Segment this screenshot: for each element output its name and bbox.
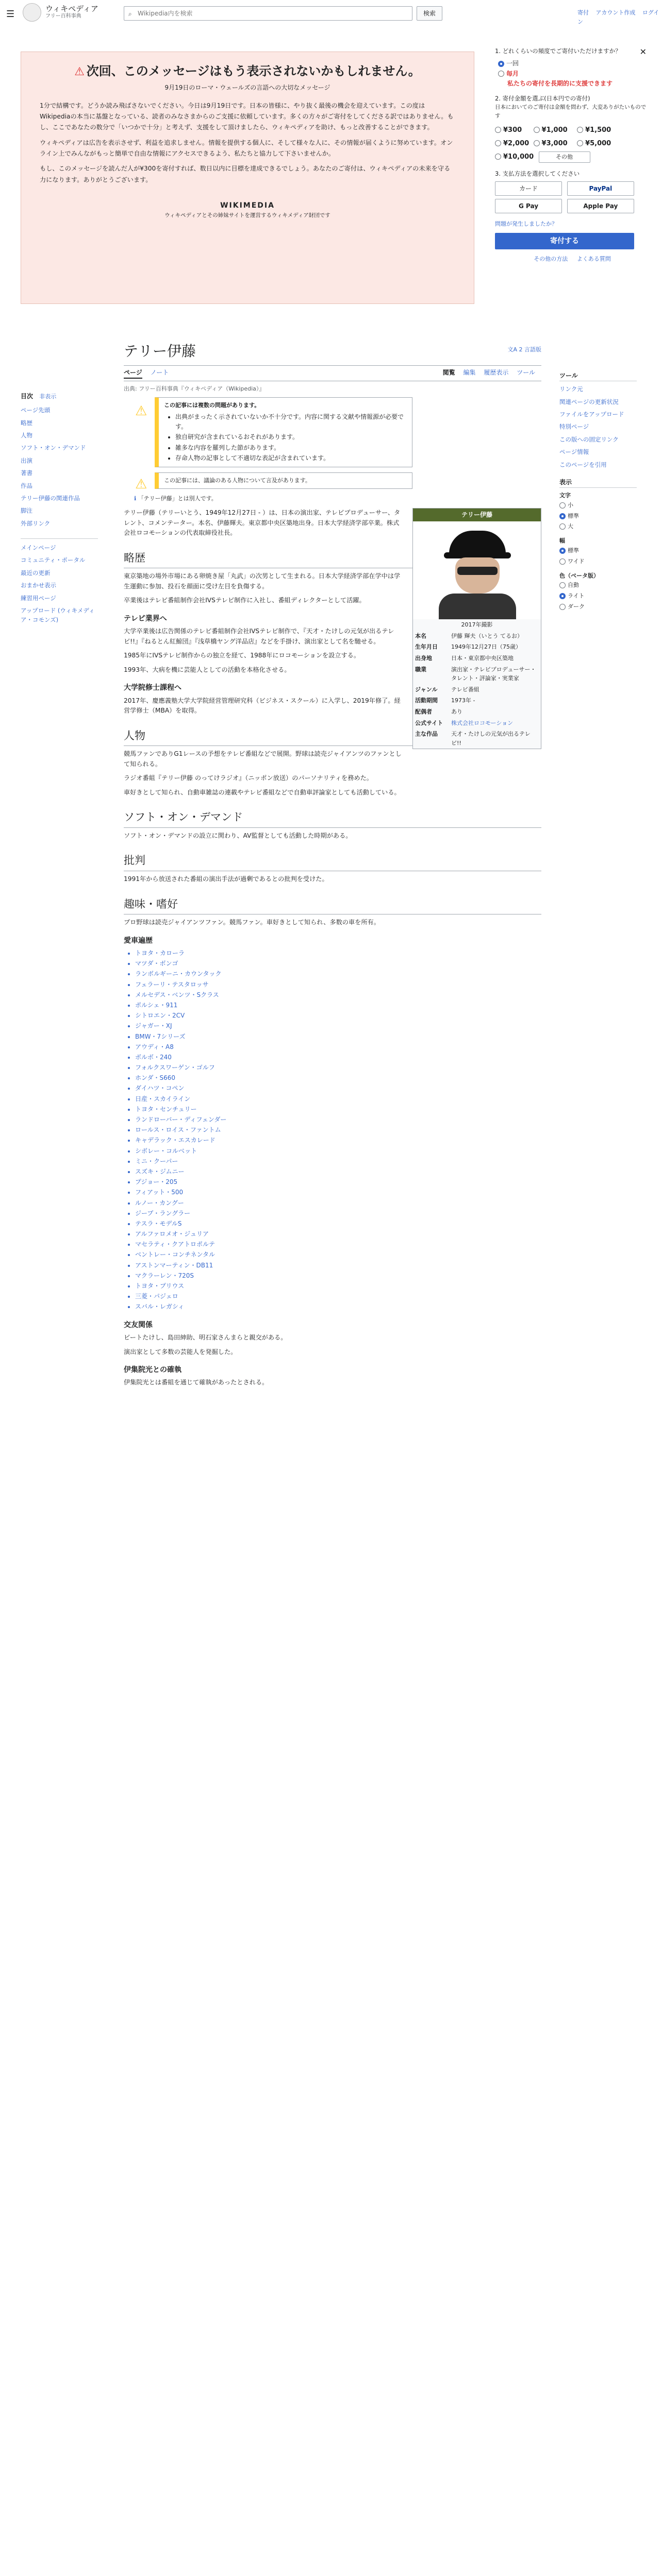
table-of-contents bbox=[21, 392, 98, 628]
menu-icon[interactable]: ☰ bbox=[6, 9, 15, 20]
toc-hide[interactable]: 非表示 bbox=[39, 393, 57, 400]
section-paragraph: 卒業後はテレビ番組制作会社IVSテレビ制作に入社し、番組ディレクターとして活躍。 bbox=[124, 597, 366, 604]
list-item[interactable]: • キャデラック・エスカレード bbox=[135, 1136, 541, 1145]
section-paragraph: 演出家として多数の芸能人を発掘した。 bbox=[124, 1348, 237, 1355]
banner-headline: 次回、このメッセージはもう表示されないかもしれません。 bbox=[86, 64, 421, 78]
list-item[interactable]: • ジャガー・XJ bbox=[135, 1021, 541, 1031]
hatnote-text: 「テリー伊藤」とは別人です。 bbox=[138, 495, 217, 502]
radio-icon bbox=[559, 604, 566, 610]
hatnote bbox=[134, 494, 541, 503]
section-paragraph: 大学卒業後は広告関係のテレビ番組制作会社IVSテレビ制作で、『天才・たけしの元気が出るテレビ!!』『ねるとん紅鯨団』『浅草橋ヤング洋品店』などを手掛け、演出家として名を馳せる。 bbox=[124, 628, 394, 645]
section-paragraph: ソフト・オン・デマンドの設立に関わり、AV監督としても活動した時期がある。 bbox=[124, 832, 352, 839]
banner-body-3: もし、このメッセージを読んだ人が¥300を寄付すれば、数日以内に目標を達成できるでしょう。あなたのご寄付は、ウィキペディアの未来を守る力になります。ありがとうございます。 bbox=[40, 165, 451, 183]
infobox-row: 配偶者 あり bbox=[415, 708, 462, 716]
subsection-heading: 愛車遍歴 bbox=[124, 936, 153, 945]
list-item[interactable]: • ジープ・ラングラー bbox=[135, 1209, 541, 1218]
infobox-row: 活動期間 1973年 - bbox=[415, 697, 475, 704]
donate-button[interactable]: 寄付する bbox=[495, 233, 634, 249]
pay-paypal-button[interactable]: PayPal bbox=[567, 181, 634, 196]
section-paragraph: プロ野球は読売ジャイアンツファン。競馬ファン。車好きとして知られ、多数の車を所有。 bbox=[124, 919, 380, 926]
tab-tools[interactable]: ツール bbox=[517, 368, 535, 376]
color-light[interactable]: ライト bbox=[559, 591, 637, 602]
list-item[interactable]: • トヨタ・プリウス bbox=[135, 1281, 541, 1291]
search-input[interactable] bbox=[138, 8, 380, 19]
radio-icon bbox=[559, 582, 566, 588]
infobox-row: 本名 伊藤 輝夫（いとう てるお） bbox=[415, 632, 523, 639]
section-paragraph: 1985年にIVSテレビ制作からの独立を経て、1988年にロコモーションを設立する。 bbox=[124, 652, 360, 659]
dispute-notice bbox=[135, 472, 412, 492]
tools-title: ツール bbox=[559, 371, 637, 381]
amount-1000[interactable]: ¥1,000 bbox=[534, 124, 575, 137]
faq-link[interactable]: よくある質問 bbox=[576, 255, 611, 262]
source-line: 出典: フリー百科事典『ウィキペディア（Wikipedia）』 bbox=[124, 385, 265, 392]
infobox-row: 公式サイト 株式会社ロコモーション bbox=[415, 719, 514, 726]
toc-item[interactable]: 脚注 bbox=[21, 507, 32, 515]
list-item[interactable]: • ダイハツ・コペン bbox=[135, 1083, 541, 1093]
header bbox=[0, 0, 662, 26]
tab-history[interactable]: 履歴表示 bbox=[484, 368, 509, 376]
radio-icon bbox=[559, 593, 566, 599]
nav-item[interactable]: 練習用ページ bbox=[21, 594, 56, 602]
wikipedia-logo[interactable] bbox=[23, 3, 41, 22]
list-item[interactable]: • シボレー・コルベット bbox=[135, 1146, 541, 1156]
nav-item[interactable]: メインページ bbox=[21, 544, 56, 552]
infobox-row: 出身地 日本・東京都中央区築地 bbox=[415, 655, 514, 662]
toc-item[interactable]: ソフト・オン・デマンド bbox=[21, 444, 86, 452]
tab-page[interactable]: ページ bbox=[124, 368, 142, 379]
fundraising-banner bbox=[21, 52, 474, 304]
list-item[interactable]: • BMW・7シリーズ bbox=[135, 1032, 541, 1042]
article bbox=[124, 340, 541, 1392]
section-paragraph: 東京築地の場外市場にある卵焼き屋「丸武」の次男として生まれる。日本大学経済学部在学中は学生運動に参加、投石を顔面に受け左目を負傷する。 bbox=[124, 572, 401, 590]
section-paragraph: 伊集院光とは番組を通じて確執があったとされる。 bbox=[124, 1379, 269, 1386]
tab-edit[interactable]: 編集 bbox=[463, 368, 476, 376]
infobox-title: テリー伊藤 bbox=[413, 509, 541, 521]
radio-icon bbox=[495, 127, 501, 133]
tools-item[interactable]: リンク元 bbox=[559, 385, 583, 393]
info-icon: ℹ bbox=[134, 495, 137, 502]
list-item[interactable]: • アウディ・A8 bbox=[135, 1042, 541, 1052]
dispute-text: この記事には、議論のある人物について言及があります。 bbox=[164, 477, 311, 484]
warning-icon: ⚠ bbox=[135, 403, 147, 419]
search-box[interactable] bbox=[124, 6, 412, 21]
infobox bbox=[412, 508, 541, 749]
text-size-standard[interactable]: 標準 bbox=[559, 511, 637, 522]
monthly-note: 私たちの寄付を長期的に支援できます bbox=[507, 79, 613, 87]
tools-item[interactable]: この版への固定リンク bbox=[559, 435, 619, 443]
list-item[interactable]: • ミニ・クーパー bbox=[135, 1157, 541, 1166]
logo-title[interactable]: ウィキペディア bbox=[45, 4, 98, 13]
amount-question: 2. 寄付金額を選ぶ(日本円での寄付) bbox=[495, 94, 590, 102]
toc-item[interactable]: 外部リンク bbox=[21, 519, 51, 527]
list-item[interactable]: • マツダ・ボンゴ bbox=[135, 959, 541, 969]
nav-item[interactable]: コミュニティ・ポータル bbox=[21, 556, 86, 564]
logo-subtitle: フリー百科事典 bbox=[45, 13, 81, 19]
radio-icon bbox=[495, 140, 501, 146]
nav-item[interactable]: アップロード (ウィキメディア・コモンズ) bbox=[21, 607, 95, 624]
notice-title: この記事には複数の問題があります。 bbox=[164, 402, 260, 409]
wikimedia-note: ウィキペディアとその姉妹サイトを運営するウィキメディア財団です bbox=[164, 212, 330, 219]
issues-notice bbox=[135, 397, 412, 467]
create-account-link[interactable]: アカウント作成 bbox=[595, 9, 636, 16]
portrait-image[interactable] bbox=[413, 521, 541, 619]
list-item[interactable]: • マセラティ・クアトロポルテ bbox=[135, 1240, 541, 1249]
tab-talk[interactable]: ノート bbox=[150, 368, 169, 376]
list-item[interactable]: • シトロエン・2CV bbox=[135, 1011, 541, 1021]
radio-icon bbox=[498, 61, 504, 67]
tools-item[interactable]: ページ情報 bbox=[559, 448, 589, 456]
banner-body-1: 1分で結構です。どうか読み飛ばさないでください。今日は9月19日です。日本の皆様に、やり抜く最後の機会を迎えています。この度はWikipediaの本当に基盤となっている、読者のみなさまからのご支援に依頼しています。多くの方々がご寄付をしてくださる訳ではありません。もし、ここであなたの数分で「いつかで十分」と考えず、支援をして頂けましたら、ウィキペディアを助け、もっと改善することができます。 bbox=[40, 101, 454, 131]
banner-subhead: 9月19日のローマ・ウェールズの言語への大切なメッセージ bbox=[164, 84, 330, 92]
page-title: テリー伊藤 bbox=[124, 340, 541, 366]
list-item[interactable]: • フェラーリ・テスタロッサ bbox=[135, 980, 541, 990]
radio-icon bbox=[559, 558, 566, 565]
section-paragraph: 2017年、慶應義塾大学大学院経営管理研究科（ビジネス・スクール）に入学し、2019年修了。経営学修士（MBA）を取得。 bbox=[124, 697, 401, 715]
list-item[interactable]: • プジョー・205 bbox=[135, 1177, 541, 1187]
list-item[interactable]: • 日産・スカイライン bbox=[135, 1094, 541, 1104]
color-dark[interactable]: ダーク bbox=[559, 602, 637, 613]
radio-icon bbox=[559, 548, 566, 554]
pay-gpay-button[interactable]: G Pay bbox=[495, 199, 562, 213]
color-label: 色（ベータ版） bbox=[559, 572, 599, 579]
notice-item: • 出典がまったく示されていないか不十分です。内容に関する文献や情報源が必要です。 bbox=[175, 412, 407, 432]
radio-icon bbox=[495, 154, 501, 160]
list-item[interactable]: • ランドローバー・ディフェンダー bbox=[135, 1115, 541, 1125]
toc-item[interactable]: テリー伊藤の関連作品 bbox=[21, 494, 80, 502]
radio-icon bbox=[559, 523, 566, 530]
list-item[interactable]: • フォルクスワーゲン・ゴルフ bbox=[135, 1063, 541, 1073]
list-item[interactable]: • ベントレー・コンチネンタル bbox=[135, 1250, 541, 1260]
radio-icon bbox=[534, 127, 540, 133]
donate-link[interactable]: 寄付 bbox=[577, 9, 589, 16]
list-item[interactable]: • メルセデス・ベンツ・Sクラス bbox=[135, 990, 541, 1000]
notice-item: • 雑多な内容を羅列した節があります。 bbox=[175, 443, 407, 453]
section-heading: ソフト・オン・デマンド bbox=[124, 809, 541, 828]
amount-note: 日本においてのご寄付は金額を問わず、大変ありがたいものです bbox=[495, 104, 647, 120]
infobox-row: 職業 演出家・テレビプロデューサー・タレント・評論家・実業家 bbox=[415, 666, 536, 682]
amount-other[interactable]: その他 bbox=[539, 151, 590, 163]
nav-item[interactable]: 最近の更新 bbox=[21, 569, 51, 577]
close-icon[interactable]: ✕ bbox=[639, 47, 647, 57]
toc-item[interactable]: 出演 bbox=[21, 456, 32, 464]
amount-2000[interactable]: ¥2,000 bbox=[495, 137, 531, 150]
list-item[interactable]: • ホンダ・S660 bbox=[135, 1073, 541, 1083]
toc-item[interactable]: 作品 bbox=[21, 482, 32, 489]
warning-icon: ⚠ bbox=[74, 65, 85, 78]
amount-10000[interactable]: ¥10,000 bbox=[495, 150, 536, 164]
other-ways-link[interactable]: その他の方法 bbox=[534, 255, 568, 262]
section-paragraph: 競馬ファンでありG1レースの予想をテレビ番組などで展開。野球は読売ジャイアンツのファンとして知られる。 bbox=[124, 750, 402, 768]
search-icon: ⌕ bbox=[128, 10, 132, 18]
tab-read[interactable]: 閲覧 bbox=[442, 368, 455, 376]
amount-1500[interactable]: ¥1,500 bbox=[577, 124, 618, 137]
amount-3000[interactable]: ¥3,000 bbox=[534, 137, 575, 150]
problem-link[interactable]: 問題が発生しましたか？ bbox=[495, 221, 557, 228]
list-item[interactable]: • ボルボ・240 bbox=[135, 1053, 541, 1062]
toc-item[interactable]: 人物 bbox=[21, 431, 32, 439]
toc-title: 目次 bbox=[21, 393, 34, 400]
list-item[interactable]: • マクラーレン・720S bbox=[135, 1271, 541, 1281]
section-heading: 人物 bbox=[124, 727, 541, 747]
portrait-caption: 2017年撮影 bbox=[461, 621, 493, 629]
wikimedia-logo: WIKIMEDIA bbox=[220, 201, 275, 210]
list-item[interactable]: • ルノー・カングー bbox=[135, 1198, 541, 1208]
toc-item[interactable]: 略歴 bbox=[21, 419, 32, 427]
list-item[interactable]: • スズキ・ジムニー bbox=[135, 1167, 541, 1177]
donation-form bbox=[495, 46, 650, 325]
language-button[interactable]: 文A 2 言語版 bbox=[507, 346, 541, 353]
list-item[interactable]: • ロールス・ロイス・ファントム bbox=[135, 1125, 541, 1135]
frequency-monthly[interactable]: 毎月 bbox=[498, 69, 650, 79]
amount-5000[interactable]: ¥5,000 bbox=[577, 137, 618, 150]
lead-paragraph: テリー伊藤（テリーいとう、1949年12月27日 - ）は、日本の演出家、テレビプロデューサー、タレント、コメンテーター。本名、伊藤輝夫。東京都中央区築地出身。日本大学経済学部卒業。株式会社ロコモーションの代表取締役社長。 bbox=[124, 509, 401, 537]
section-paragraph: ビートたけし、島田紳助、明石家さんまらと親交がある。 bbox=[124, 1334, 287, 1341]
list-item[interactable]: • テスラ・モデルS bbox=[135, 1219, 541, 1229]
infobox-row: 主な作品 天才・たけしの元気が出るテレビ!! bbox=[415, 731, 531, 747]
section-heading: 略歴 bbox=[124, 550, 541, 569]
section-paragraph: 車好きとして知られ、自動車雑誌の連載やテレビ番組などで自動車評論家としても活動している。 bbox=[124, 788, 401, 796]
list-item[interactable]: • アルファロメオ・ジュリア bbox=[135, 1229, 541, 1239]
tools-panel bbox=[559, 371, 637, 613]
payment-question: 3. 支払方法を選択してください bbox=[495, 170, 580, 177]
notice-item: • 独自研究が含まれているおそれがあります。 bbox=[175, 432, 407, 442]
list-item[interactable]: • トヨタ・センチュリー bbox=[135, 1105, 541, 1114]
frequency-question: 1. どれくらいの頻度でご寄付いただけますか？ bbox=[495, 47, 621, 55]
toc-item[interactable]: ページ先頭 bbox=[21, 406, 51, 414]
section-heading: 趣味・嗜好 bbox=[124, 896, 541, 915]
car-list bbox=[135, 948, 541, 1312]
amount-300[interactable]: ¥300 bbox=[495, 124, 531, 137]
section-paragraph: 1993年、大病を機に芸能人としての活動を本格化させる。 bbox=[124, 666, 291, 673]
tools-item[interactable]: 関連ページの更新状況 bbox=[559, 398, 619, 405]
width-standard[interactable]: 標準 bbox=[559, 546, 637, 556]
section-paragraph: 1991年から放送された番組の演出手法が過剰であるとの批判を受けた。 bbox=[124, 875, 328, 883]
color-auto[interactable]: 自動 bbox=[559, 580, 637, 591]
tools-item[interactable]: 特別ページ bbox=[559, 423, 589, 431]
radio-icon bbox=[559, 513, 566, 519]
radio-icon bbox=[577, 127, 583, 133]
subsection-heading: 交友関係 bbox=[124, 1320, 153, 1329]
pay-apple-button[interactable]: Apple Pay bbox=[567, 199, 634, 213]
personal-tools bbox=[577, 8, 662, 26]
banner-body-2: ウィキペディアは広告を表示させず、利益を追求しません。情報を提供する個人に、そして様々な人に、その情報が届くように努めています。オンライン上でみんながもっと簡単で自由な情報にアクセスできるよう、私たちと協力して下さいませんか。 bbox=[40, 139, 453, 157]
text-size-label: 文字 bbox=[559, 492, 571, 499]
list-item[interactable]: • ランボルギーニ・カウンタック bbox=[135, 969, 541, 979]
list-item[interactable]: • ポルシェ・911 bbox=[135, 1001, 541, 1010]
frequency-once[interactable]: 一回 bbox=[498, 59, 650, 69]
text-size-large[interactable]: 大 bbox=[559, 521, 637, 532]
section-paragraph: ラジオ番組『テリー伊藤 のってけラジオ』（ニッポン放送）のパーソナリティを務めた。 bbox=[124, 774, 373, 782]
infobox-row: ジャンル テレビ番組 bbox=[415, 686, 479, 693]
text-size-small[interactable]: 小 bbox=[559, 500, 637, 511]
warning-icon: ⚠ bbox=[135, 476, 147, 492]
list-item[interactable]: • フィアット・500 bbox=[135, 1188, 541, 1197]
subsection-heading: テレビ業界へ bbox=[124, 614, 167, 623]
list-item[interactable]: • 三菱・パジェロ bbox=[135, 1292, 541, 1301]
login-link[interactable]: ログイン bbox=[577, 9, 659, 25]
section-heading: 批判 bbox=[124, 852, 541, 871]
toc-item[interactable]: 著書 bbox=[21, 469, 32, 477]
radio-icon bbox=[559, 502, 566, 509]
infobox-row: 生年月日 1949年12月27日（75歳） bbox=[415, 643, 521, 651]
radio-icon bbox=[498, 71, 504, 77]
tools-item[interactable]: ファイルをアップロード bbox=[559, 410, 624, 418]
subsection-heading: 伊集院光との確執 bbox=[124, 1366, 181, 1375]
notice-item: • 存命人物の記事として不適切な表記が含まれています。 bbox=[175, 453, 407, 463]
radio-icon bbox=[534, 140, 540, 146]
list-item[interactable]: • アストンマーティン・DB11 bbox=[135, 1261, 541, 1270]
list-item[interactable]: • スバル・レガシィ bbox=[135, 1302, 541, 1312]
pay-card-button[interactable]: カード bbox=[495, 181, 562, 196]
width-label: 幅 bbox=[559, 537, 565, 545]
list-item[interactable]: • トヨタ・カローラ bbox=[135, 948, 541, 958]
radio-icon bbox=[577, 140, 583, 146]
nav-item[interactable]: おまかせ表示 bbox=[21, 582, 56, 589]
appearance-title: 表示 bbox=[559, 478, 637, 488]
tools-item[interactable]: このページを引用 bbox=[559, 461, 607, 468]
width-wide[interactable]: ワイド bbox=[559, 556, 637, 567]
subsection-heading: 大学院修士課程へ bbox=[124, 684, 181, 692]
search-button[interactable]: 検索 bbox=[417, 6, 442, 21]
